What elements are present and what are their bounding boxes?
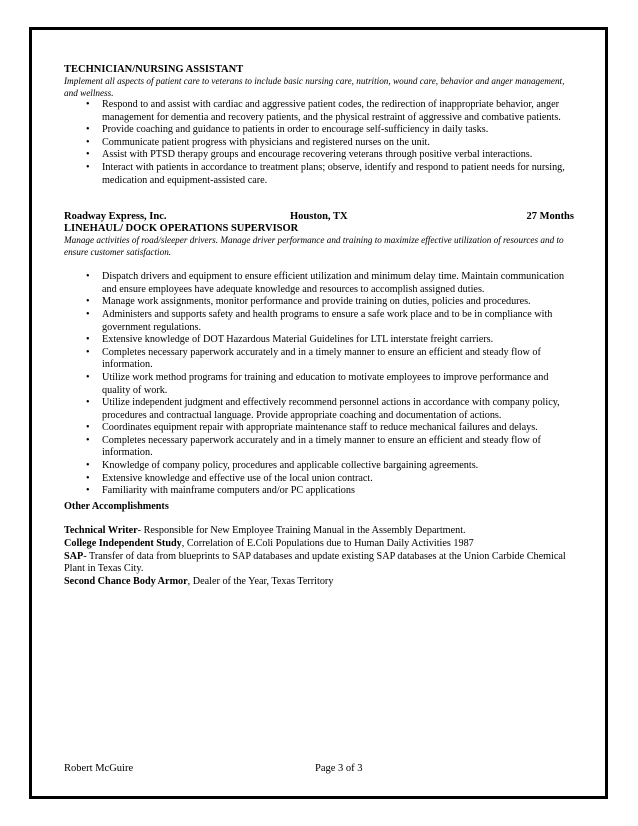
footer-author: Robert McGuire — [64, 763, 134, 774]
list-item: • Provide coaching and guidance to patients in order to encourage self-sufficiency in daily tasks. — [86, 124, 489, 136]
bullet-icon: • — [86, 271, 90, 283]
list-item: • Communicate patient progress with physicians and registered nurses on the unit. — [86, 136, 430, 148]
list-item: • Utilize work method programs for training and education to motivate employees to improve performance and quality of work. — [86, 371, 549, 396]
company-row — [64, 211, 574, 223]
list-item: • Extensive knowledge and effective use of the local union contract. — [86, 472, 373, 484]
bullet-icon: • — [86, 434, 90, 446]
list-item: • Knowledge of company policy, procedures and applicable collective bargaining agreements. — [86, 460, 479, 472]
bullet-icon: • — [86, 422, 90, 434]
job-title-nursing: TECHNICIAN/NURSING ASSISTANT — [64, 64, 244, 75]
job-description-supervisor: Manage activities of road/sleeper drivers. Manage driver performance and training to maximize effective utilization of resources and to ensure customer satisfaction. — [64, 235, 564, 257]
list-item: • Dispatch drivers and equipment to ensure efficient utilization and minimum delay time. Maintain communication and ensure employees have adequate knowledge and resources to accomplish assigned duties. — [86, 271, 565, 295]
bullet-icon: • — [86, 149, 90, 161]
list-item: • Assist with PTSD therapy groups and encourage recovering veterans through positive verbal interactions. — [86, 149, 533, 161]
list-item: • Extensive knowledge of DOT Hazardous Material Guidelines for LTL interstate freight carriers. — [86, 334, 494, 346]
list-item: Technical Writer- Responsible for New Employee Training Manual in the Assembly Department. — [64, 525, 466, 537]
accomplishment-label: College Independent Study — [64, 538, 182, 550]
bullet-icon: • — [86, 334, 90, 346]
accomplishment-label: Second Chance Body Armor — [64, 575, 188, 587]
bullet-icon: • — [86, 161, 90, 173]
accomplishment-label: SAP — [64, 550, 84, 562]
page-number: Page 3 of 3 — [315, 763, 363, 774]
bullet-icon: • — [86, 472, 90, 484]
list-item: SAP- Transfer of data from blueprints to SAP databases and update existing SAP databases at the Union Carbide Chemical Plant in Texas City. — [64, 550, 566, 575]
job-title-supervisor: LINEHAUL/ DOCK OPERATIONS SUPERVISOR — [64, 223, 299, 235]
resume-content — [64, 64, 574, 588]
page-footer — [64, 763, 574, 775]
bullet-icon: • — [86, 296, 90, 308]
bullet-icon: • — [86, 371, 90, 383]
list-item: • Familiarity with mainframe computers and/or PC applications — [86, 485, 355, 497]
bullet-icon: • — [86, 485, 90, 497]
bullet-icon: • — [86, 460, 90, 472]
bullet-list-nursing — [64, 99, 574, 187]
bullet-icon: • — [86, 99, 90, 110]
list-item: Second Chance Body Armor, Dealer of the Year, Texas Territory — [64, 575, 334, 587]
accomplishment-label: Technical Writer — [64, 525, 138, 537]
list-item: • Completes necessary paperwork accurately and in a timely manner to ensure an efficient and steady flow of information. — [86, 346, 541, 371]
list-item: • Completes necessary paperwork accurately and in a timely manner to ensure an efficient and steady flow of information. — [86, 434, 541, 459]
other-accomplishments-heading: Other Accomplishments — [64, 500, 169, 512]
list-item: • Coordinates equipment repair with appropriate maintenance staff to reduce mechanical failures and delays. — [86, 422, 538, 434]
list-item: • Interact with patients in accordance to treatment plans; observe, identify and respond to patient needs for nursing, medication and equipment-assisted care. — [86, 161, 565, 186]
list-item: • Respond to and assist with cardiac and aggressive patient codes, the redirection of inappropriate behavior, anger management for dementia and recovery patients, and the physical restraint of aggressive and combative patients. — [86, 99, 561, 123]
list-item: • Manage work assignments, monitor performance and provide training on duties, policies and procedures. — [86, 296, 531, 308]
bullet-icon: • — [86, 308, 90, 320]
company-city: Houston, TX — [290, 211, 348, 223]
list-item: College Independent Study, Correlation of E.Coli Populations due to Human Daily Activities 1987 — [64, 538, 474, 550]
job-duration: 27 Months — [526, 211, 574, 223]
list-item: • Administers and supports safety and health programs to ensure a safe work place and to be in compliance with government regulations. — [86, 308, 553, 333]
bullet-icon: • — [86, 346, 90, 358]
bullet-icon: • — [86, 397, 90, 409]
bullet-list-supervisor — [64, 271, 574, 498]
company-name: Roadway Express, Inc. — [64, 211, 167, 223]
list-item: • Utilize independent judgment and effectively recommend personnel actions in accordance with company policy, procedures and contractual language. Provide appropriate coaching and documentation of actions. — [86, 397, 560, 421]
accomplishments-list — [64, 525, 574, 588]
bullet-icon: • — [86, 124, 90, 136]
job-description-nursing: Implement all aspects of patient care to veterans to include basic nursing care, nutrition, wound care, behavior and anger management, and wellness. — [64, 76, 565, 98]
bullet-icon: • — [86, 136, 90, 148]
